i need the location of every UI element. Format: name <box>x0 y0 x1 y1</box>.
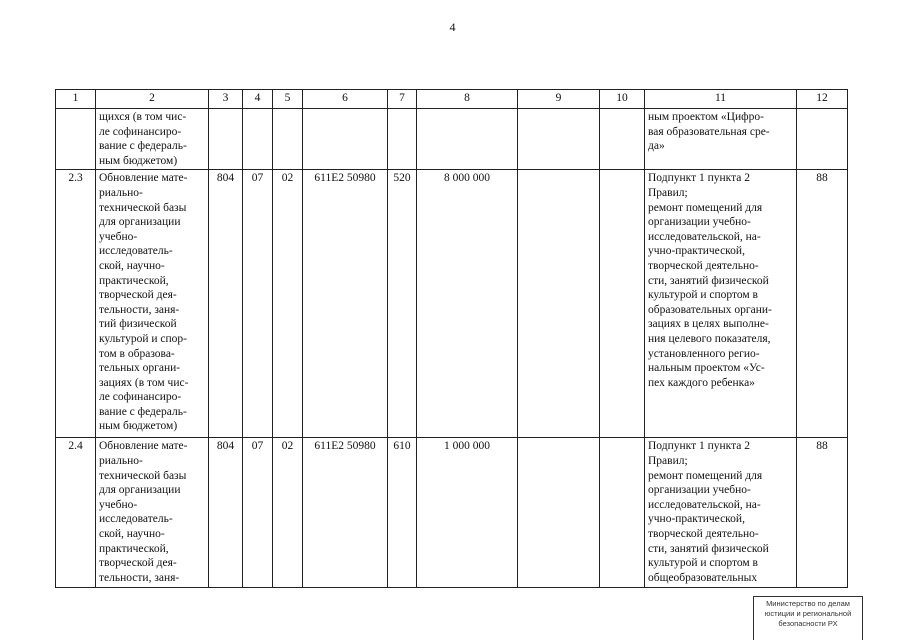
row-name-cell: Обновление мате- риально- технической базы для организации учебно- исследователь- ской, научно- практической, творческой дея- тельности, заня- тий физической культурой и спор- том в образова- тельных органи- зациях (в том чис- ле софинансиро- вание с федераль- ным бюджетом) <box>96 170 209 438</box>
cell-amount: 8 000 000 <box>417 170 518 438</box>
column-header: 4 <box>243 90 273 109</box>
cell-c9 <box>518 438 600 588</box>
cell-c5: 02 <box>273 438 303 588</box>
cell-c7: 610 <box>388 438 417 588</box>
column-header: 1 <box>56 90 96 109</box>
cell-c6: 611E2 50980 <box>303 438 388 588</box>
cell-amount: 1 000 000 <box>417 438 518 588</box>
cell-c9 <box>518 170 600 438</box>
cell-c12: 88 <box>797 170 848 438</box>
column-header: 9 <box>518 90 600 109</box>
table-row-continuation <box>56 109 848 170</box>
row-number: 2.4 <box>56 438 96 588</box>
ministry-stamp <box>753 596 863 640</box>
row-basis-cell: Подпункт 1 пункта 2 Правил; ремонт помещений для организации учебно- исследовательской, на- учно-практической, творческой деятельно- сти, занятий физической культурой и спортом в образовательных органи- зациях в целях выполне- ния целевого показателя, установленного регио- нальным проектом «Ус- пех каждого ребенка» <box>645 170 797 438</box>
column-header: 3 <box>209 90 243 109</box>
header-row <box>56 90 848 109</box>
column-header: 2 <box>96 90 209 109</box>
cell-c4: 07 <box>243 438 273 588</box>
row-basis-cell: ным проектом «Цифро- вая образовательная сре- да» <box>645 109 797 170</box>
column-header: 6 <box>303 90 388 109</box>
column-header: 5 <box>273 90 303 109</box>
row-name-cell: Обновление мате- риально- технической базы для организации учебно- исследователь- ской, научно- практической, творческой дея- тельности, заня- <box>96 438 209 588</box>
cell-c10 <box>600 438 645 588</box>
cell-c10 <box>600 170 645 438</box>
column-header: 10 <box>600 90 645 109</box>
row-basis-cell: Подпункт 1 пункта 2 Правил; ремонт помещений для организации учебно- исследовательской, на- учно-практической, творческой деятельно- сти, занятий физической культурой и спортом в общеобразовательных <box>645 438 797 588</box>
cell-c5: 02 <box>273 170 303 438</box>
column-header: 11 <box>645 90 797 109</box>
page-number: 4 <box>449 20 456 34</box>
cell-c6: 611E2 50980 <box>303 170 388 438</box>
cell-c12: 88 <box>797 438 848 588</box>
cell-c7: 520 <box>388 170 417 438</box>
cell-c4: 07 <box>243 170 273 438</box>
stamp-line: юстиции и региональной <box>764 609 852 618</box>
stamp-line: Министерство по делам <box>766 599 850 608</box>
stamp-line: безопасности РХ <box>778 619 838 628</box>
column-header: 12 <box>797 90 848 109</box>
cell-c3: 804 <box>209 438 243 588</box>
table-row <box>56 438 848 588</box>
table-row <box>56 170 848 438</box>
budget-table <box>55 89 848 588</box>
row-number: 2.3 <box>56 170 96 438</box>
cell-c3: 804 <box>209 170 243 438</box>
row-name-cell: щихся (в том чис- ле софинансиро- вание с федераль- ным бюджетом) <box>96 109 209 170</box>
column-header: 8 <box>417 90 518 109</box>
column-header: 7 <box>388 90 417 109</box>
